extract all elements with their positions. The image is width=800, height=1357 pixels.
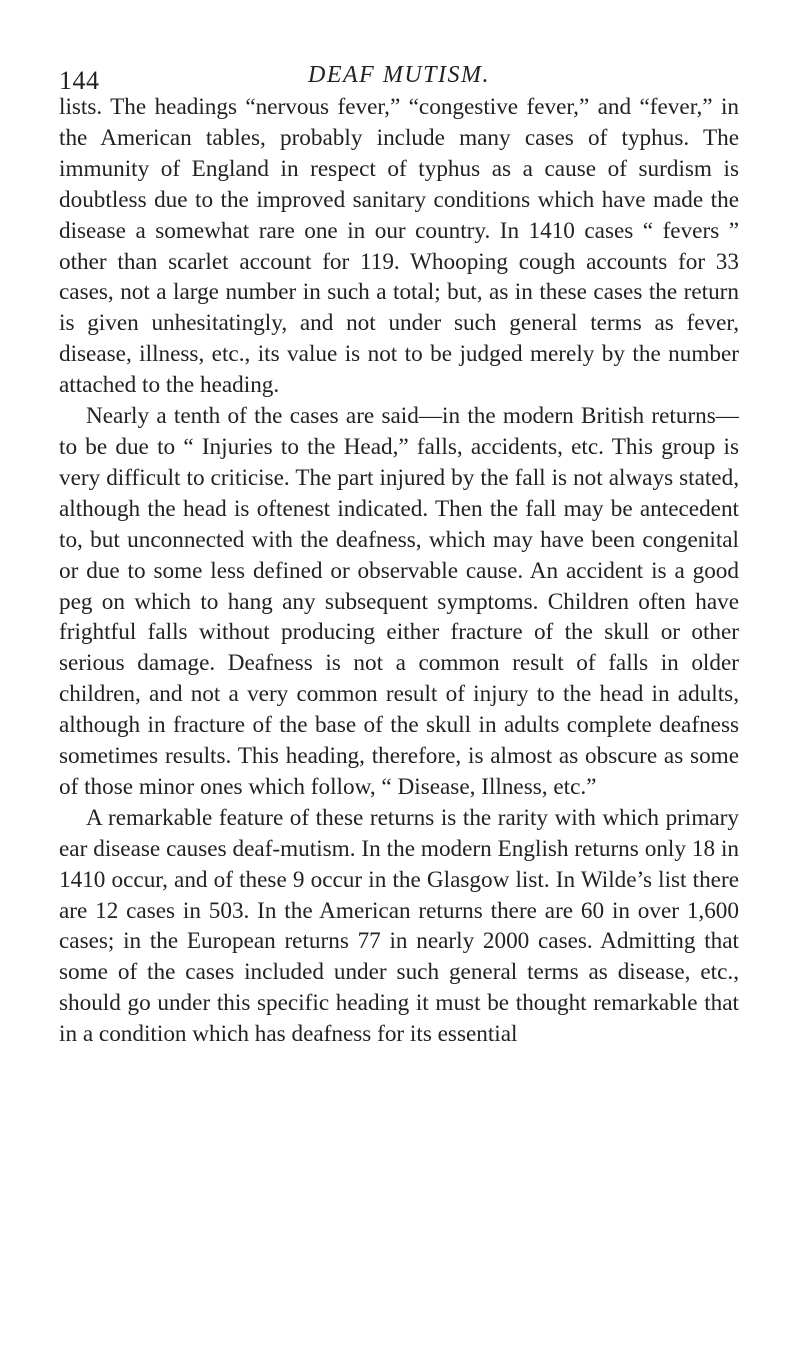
paragraph-continuation: lists. The headings “nervous fever,” “congestive fever,” and “fever,” in the American tables, probably include many cases of typhus. The immunity of England in respect of typhus as a cause of surdism is doubtless due to the improved sanitary conditions which have made the disease a somewhat rare one in our country. In 1410 cases “ fevers ” other than scarlet account for 119. Whooping cough accounts for 33 cases, not a large number in such a total; but, as in these cases the return is given unhesitatingly, and not under such general terms as fever, disease, illness, etc., its value is not to be judged merely by the number attached to the heading. [59, 94, 739, 399]
page-header [59, 0, 739, 95]
book-page [59, 0, 739, 1050]
page-number: 144 [59, 66, 100, 95]
paragraph-ear-disease: A remarkable feature of these returns is the rarity with which primary ear disease causes deaf-mutism. In the modern English returns only 18 in 1410 occur, and of these 9 occur in the Glasgow list. In Wilde’s list there are 12 cases in 503. In the American returns there are 60 in over 1,600 cases; in the European returns 77 in nearly 2000 cases. Admitting that some of the cases included under such general terms as disease, etc., should go under this specific heading it must be thought remarkable that in a condition which has deafness for its essential [59, 804, 739, 1048]
body-text [59, 92, 739, 1050]
paragraph-injuries: Nearly a tenth of the cases are said—in the modern British returns—to be due to “ Injuries to the Head,” falls, accidents, etc. This group is very difficult to criticise. The part injured by the fall is not always stated, although the head is oftenest indicated. Then the fall may be antecedent to, but unconnected with the deafness, which may have been congenital or due to some less defined or observable cause. An accident is a good peg on which to hang any subsequent symptoms. Children often have frightful falls without producing either fracture of the skull or other serious damage. Deafness is not a common result of falls in older children, and not a very common result of injury to the head in adults, although in fracture of the base of the skull in adults complete deafness sometimes results. This heading, therefore, is almost as obscure as some of those minor ones which follow, “ Disease, Illness, etc.” [59, 403, 739, 800]
running-head: DEAF MUTISM. [308, 62, 490, 88]
